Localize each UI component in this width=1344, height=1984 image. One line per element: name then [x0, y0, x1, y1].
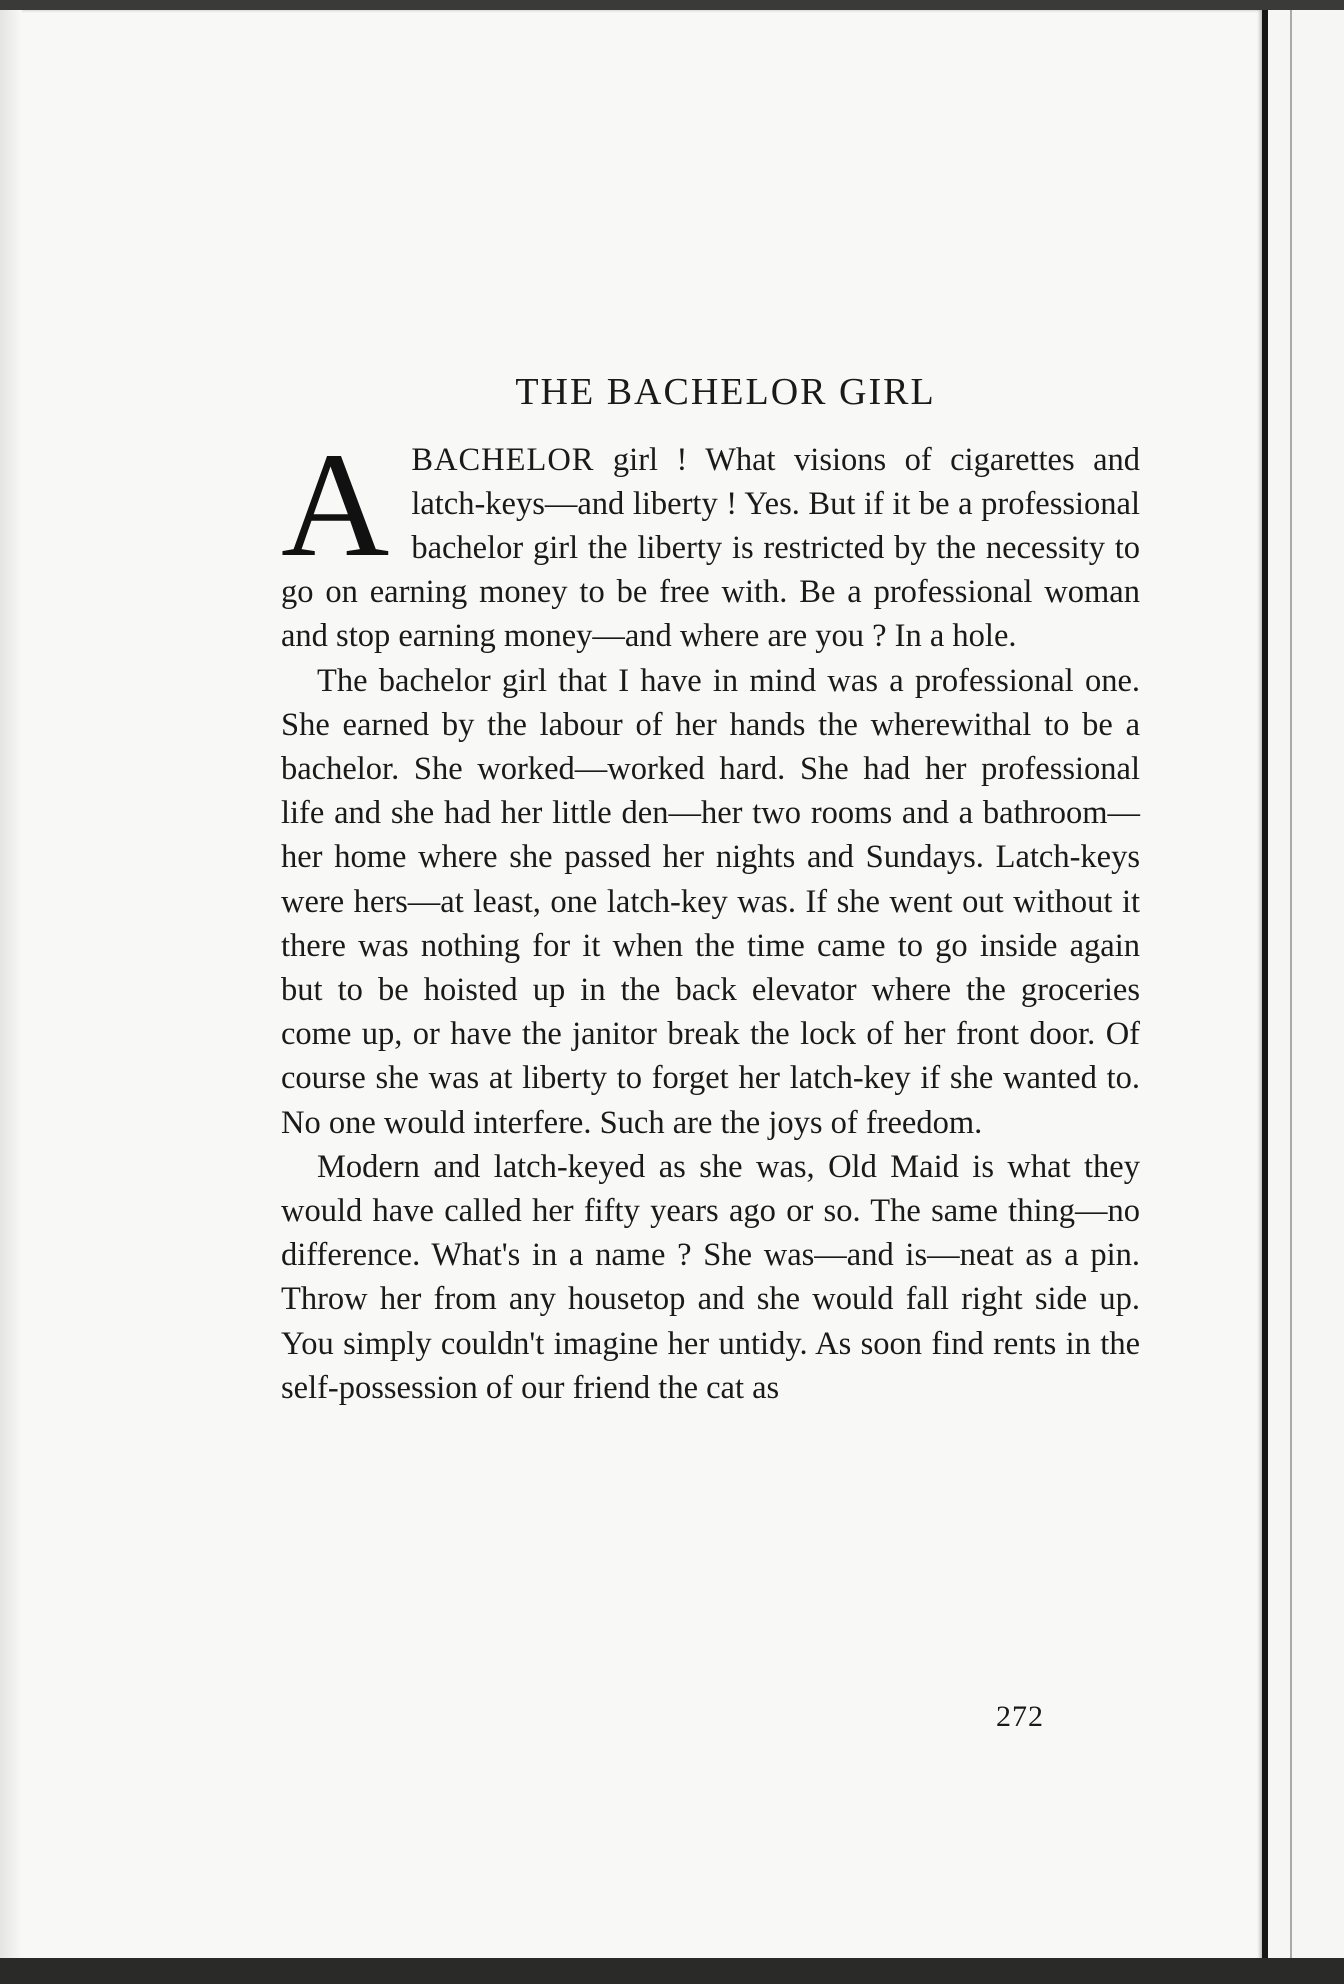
- paragraph-2: The bachelor girl that I have in mind was a professional one. She earned by the labour of her hands the wherewithal to be a bachelor. She worked—worked hard. She had her professional life and she had her little den—her two rooms and a bathroom—her home where she passed her nights and Sundays. Latch-keys were hers—at least, one latch-key was. If she went out without it there was nothing for it when the time came to go inside again but to be hoisted up in the back elevator where the groceries come up, or have the janitor break the lock of her front door. Of course she was at liberty to forget her latch-key if she wanted to. No one would interfere. Such are the joys of freedom.: [281, 662, 1140, 1141]
- page-number: 272: [996, 1700, 1044, 1733]
- drop-cap-letter: A: [281, 421, 390, 588]
- paragraph-3: Modern and latch-keyed as she was, Old Maid is what they would have called her fifty years ago or so. The same thing—no difference. What's in a name ? She was—and is—neat as a pin. Throw her from any housetop and she would fall right side up. You simply couldn't imagine her untidy. As soon find rents in the self-possession of our friend the cat as: [281, 1148, 1140, 1406]
- page-edge-shadow: [0, 10, 22, 1965]
- paragraph-1-lead-word: BACHELOR: [411, 441, 595, 478]
- paragraph-1-text: girl ! What visions of cigarettes and latch-keys—and liberty ! Yes. But if it be a professional bachelor girl the liberty is restricted by the necessity to go on earning money to be free with. Be a professional woman and stop earning money—and where are you ? In a hole.: [281, 441, 1140, 655]
- paragraph-1: [281, 421, 1140, 659]
- page-text-block: [281, 370, 1140, 1410]
- chapter-title: THE BACHELOR GIRL: [515, 371, 936, 413]
- adjacent-page-line: [1290, 10, 1292, 1965]
- scan-border-bottom: [0, 1958, 1344, 1984]
- adjacent-page-edge: [1268, 10, 1344, 1965]
